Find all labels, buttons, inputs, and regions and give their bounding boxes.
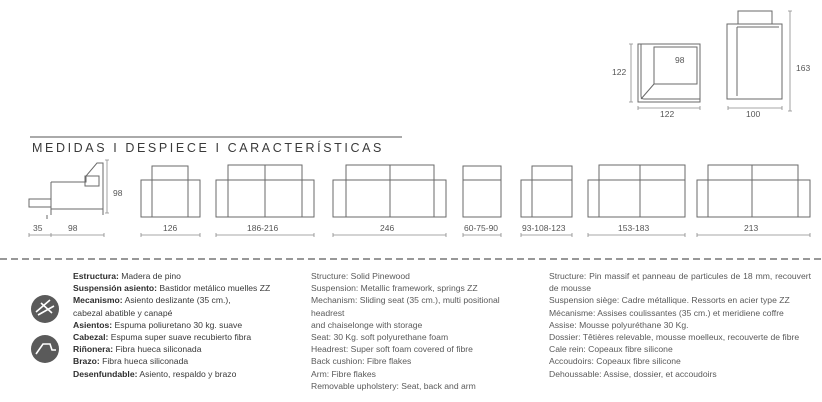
single-module-front <box>463 166 501 217</box>
dim-corner-depth-left: 122 <box>612 67 627 77</box>
spec-line: Dossier: Têtières relevable, mousse moelleux, recouverte de fibre <box>549 332 800 343</box>
spec-line: and chaiselonge with storage <box>311 319 423 330</box>
spec-line: cabezal abatible y canapé <box>73 307 173 318</box>
spec-line: Cabezal: Espuma super suave recubierto fibra <box>73 332 252 343</box>
dim-module2: 93-108-123 <box>522 223 566 233</box>
spec-line: Cale rein: Copeaux fibre silicone <box>549 344 673 355</box>
sofa-two-seater-front <box>216 165 314 217</box>
english-specs <box>311 270 500 392</box>
dim-module3: 153-183 <box>618 223 650 233</box>
spec-line: Headrest: Super soft foam covered of fibre <box>311 344 473 355</box>
dim-profile-depth: 98 <box>68 223 78 233</box>
chaise-top-view <box>727 11 782 99</box>
spec-line: Back cushion: Fibre flakes <box>311 356 412 367</box>
page-title: MEDIDAS I DESPIECE I CARACTERÍSTICAS <box>32 141 384 155</box>
spec-line: Desenfundable: Asiento, respaldo y brazo <box>73 368 237 379</box>
dim-chaise-width: 100 <box>746 109 761 119</box>
two-module-front <box>588 165 685 217</box>
spec-line: Dehoussable: Assise, dossier, et accoudoirs <box>549 368 717 379</box>
dim-module: 60-75-90 <box>464 223 499 233</box>
dim-sofa2: 186-216 <box>247 223 279 233</box>
dim-chaise-height: 163 <box>796 63 811 73</box>
dim-sofa4: 213 <box>744 223 759 233</box>
mechanism-icon-recline <box>31 335 59 363</box>
mechanism-icon-storage <box>31 295 59 323</box>
dim-armchair: 126 <box>163 223 178 233</box>
dim-corner-width: 122 <box>660 109 675 119</box>
sofa-three-seater-front <box>333 165 446 217</box>
spec-line: Seat: 30 Kg. soft polyurethane foam <box>311 332 449 343</box>
spec-line: Arm: Fibre flakes <box>311 368 376 379</box>
spec-line: Removable upholstery: Seat, back and arm <box>311 380 476 391</box>
spec-line: Suspension siège: Cadre métallique. Ressorts en acier type ZZ <box>549 295 790 306</box>
dim-corner-inner: 98 <box>675 55 685 65</box>
spec-line: Mecanismo: Asiento deslizante (35 cm.), <box>73 295 231 306</box>
module-with-arm-front <box>521 166 572 217</box>
spec-line: Accoudoirs: Copeaux fibre silicone <box>549 356 681 367</box>
spanish-specs <box>73 270 270 380</box>
armchair-front <box>141 166 200 217</box>
corner-module-top-view <box>638 44 700 102</box>
dim-profile-height: 98 <box>113 188 123 198</box>
spec-line: Suspension: Metallic framework, springs ZZ <box>311 283 478 294</box>
spec-line: Riñonera: Fibra hueca siliconada <box>73 344 202 355</box>
spec-line: Estructura: Madera de pino <box>73 271 181 281</box>
side-profile-view <box>29 163 103 219</box>
dim-sofa3: 246 <box>380 223 395 233</box>
spec-line: Mechanism: Sliding seat (35 cm.), multi positional <box>311 295 500 306</box>
spec-line: Structure: Pin massif et panneau de particules de 18 mm, recouvert de mousse <box>549 271 811 294</box>
dim-profile-recline: 35 <box>33 223 43 233</box>
spec-line: Asientos: Espuma poliuretano 30 kg. suave <box>73 319 243 330</box>
french-specs <box>549 270 811 380</box>
spec-line: Brazo: Fibra hueca siliconada <box>73 356 189 367</box>
spec-line: Structure: Solid Pinewood <box>311 271 410 281</box>
sofa-large-front <box>697 165 810 217</box>
spec-line: Mécanisme: Assises coulissantes (35 cm.) et meridiene coffre <box>549 307 784 318</box>
spec-line: headrest <box>311 307 345 318</box>
spec-line: Assise: Mousse polyuréthane 30 Kg. <box>549 319 689 330</box>
spec-line: Suspensión asiento: Bastidor metálico muelles ZZ <box>73 283 271 294</box>
